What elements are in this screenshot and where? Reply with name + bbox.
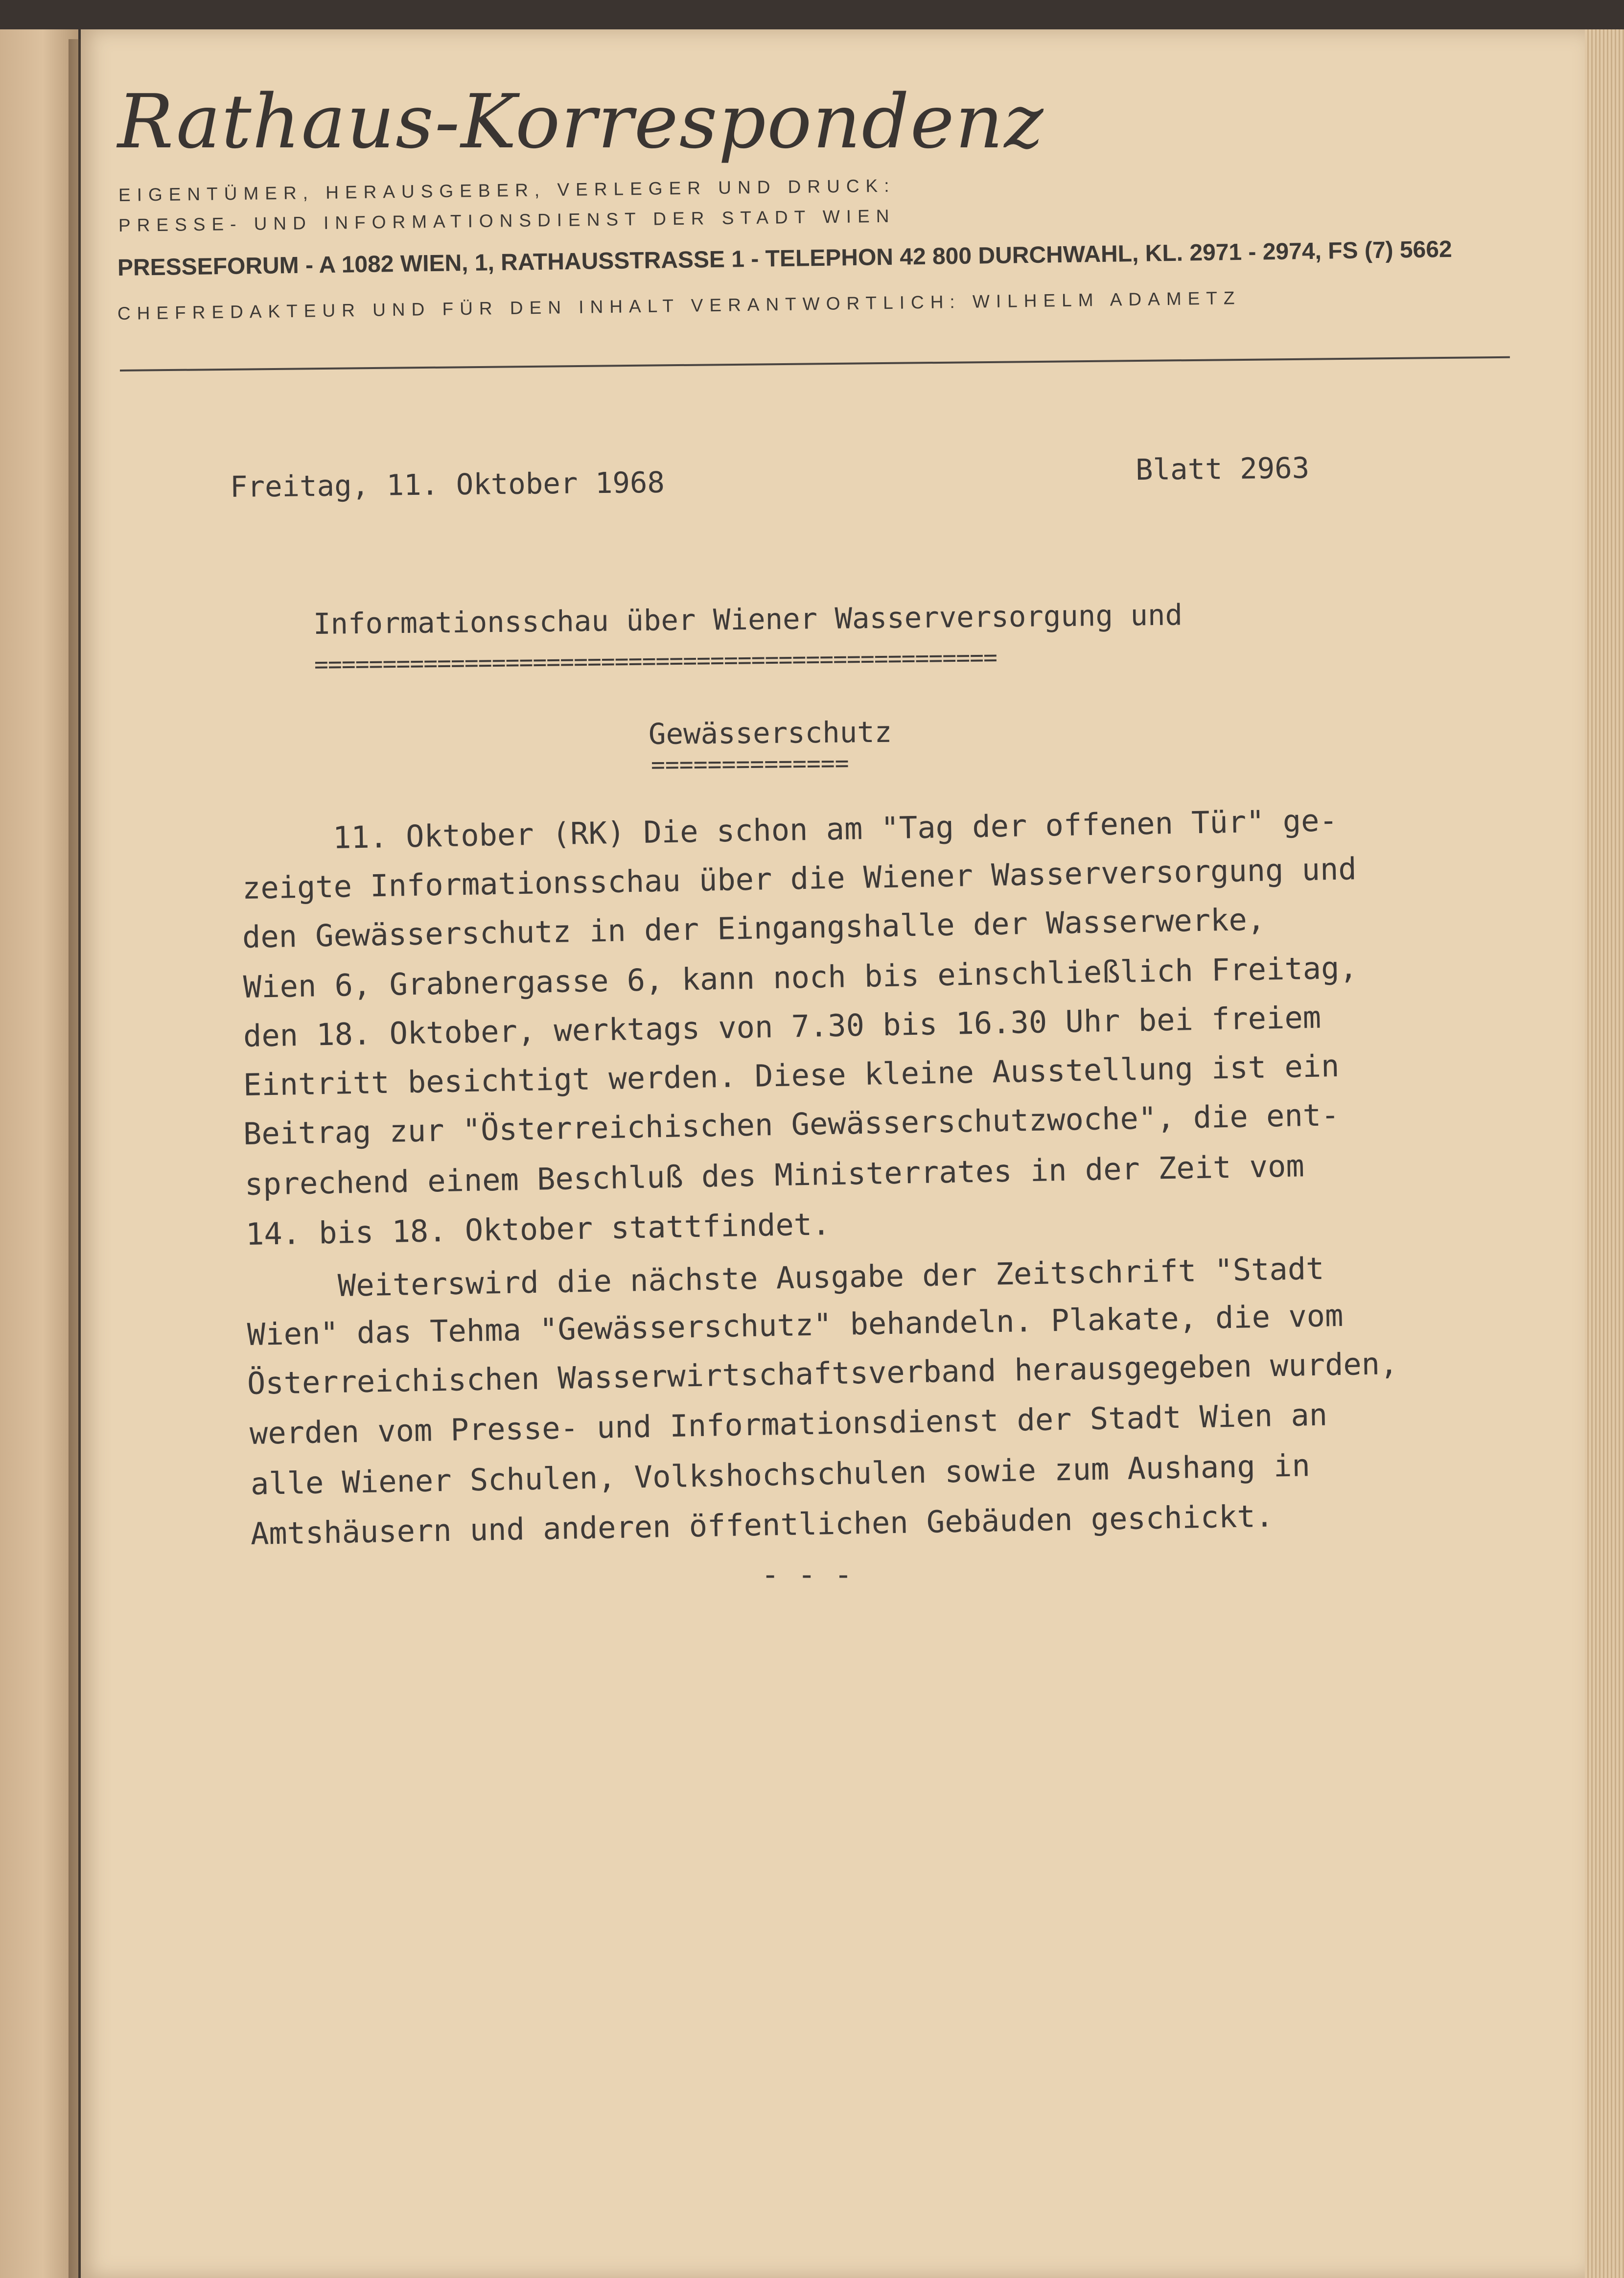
- body-line: 14. bis 18. Oktober stattfindet.: [245, 1206, 831, 1252]
- publisher-line: PRESSE- UND INFORMATIONSDIENST DER STADT WIEN: [118, 206, 896, 235]
- article-title-line-2: Gewässerschutz: [648, 715, 892, 751]
- document-date: Freitag, 11. Oktober 1968: [230, 465, 665, 504]
- end-mark: - - -: [761, 1557, 853, 1592]
- sheet-number: Blatt 2963: [1135, 451, 1310, 487]
- body-line: den Gewässerschutz in der Eingangshalle der Wasserwerke,: [242, 901, 1266, 955]
- body-line: Wien 6, Grabnergasse 6, kann noch bis einschließlich Freitag,: [243, 950, 1358, 1005]
- left-page-edge: [0, 29, 78, 2278]
- body-line: Amtshäusern und anderen öffentlichen Gebäuden geschickt.: [250, 1498, 1274, 1552]
- body-line: 11. Oktober (RK) Die schon am "Tag der offenen Tür" ge-: [332, 802, 1338, 856]
- body-line: zeigte Informationsschau über die Wiener Wasserversorgung und: [242, 851, 1357, 906]
- document-page: [81, 29, 1585, 2278]
- body-line: den 18. Oktober, werktags von 7.30 bis 16.30 Uhr bei freiem: [243, 999, 1322, 1054]
- page-stack-edge: [1585, 29, 1624, 2278]
- address-line: PRESSEFORUM - A 1082 WIEN, 1, RATHAUSSTRASSE 1 - TELEPHON 42 800 DURCHWAHL, KL. 2971 - 2974, FS (7) 5662: [117, 236, 1453, 281]
- body-line: Österreichischen Wasserwirtschaftsverband herausgegeben wurden,: [247, 1345, 1398, 1401]
- body-line: alle Wiener Schulen, Volkshochschulen sowie zum Aushang in: [250, 1447, 1311, 1502]
- body-line: werden vom Presse- und Informationsdienst der Stadt Wien an: [249, 1396, 1328, 1451]
- article-title-line-1: Informationsschau über Wiener Wasserversorgung und: [313, 598, 1183, 641]
- title-double-underline-1: ==================================================: [314, 644, 998, 678]
- body-line: Eintritt besichtigt werden. Diese kleine Ausstellung ist ein: [243, 1047, 1340, 1103]
- owner-line: EIGENTÜMER, HERAUSGEBER, VERLEGER UND DRUCK:: [118, 175, 896, 205]
- editor-line: CHEFREDAKTEUR UND FÜR DEN INHALT VERANTWORTLICH: WILHELM ADAMETZ: [117, 287, 1241, 324]
- masthead-title: Rathaus-Korrespondenz: [117, 78, 1044, 165]
- body-line: Beitrag zur "Österreichischen Gewässerschutzwoche", die ent-: [243, 1096, 1340, 1152]
- title-double-underline-2: ==============: [650, 749, 849, 779]
- body-line: sprechend einem Beschluß des Ministerrates in der Zeit vom: [244, 1148, 1305, 1202]
- body-line: Weiterswird die nächste Ausgabe der Zeitschrift "Stadt: [337, 1250, 1325, 1303]
- body-line: Wien" das Tehma "Gewässerschutz" behandeln. Plakate, die vom: [247, 1297, 1344, 1352]
